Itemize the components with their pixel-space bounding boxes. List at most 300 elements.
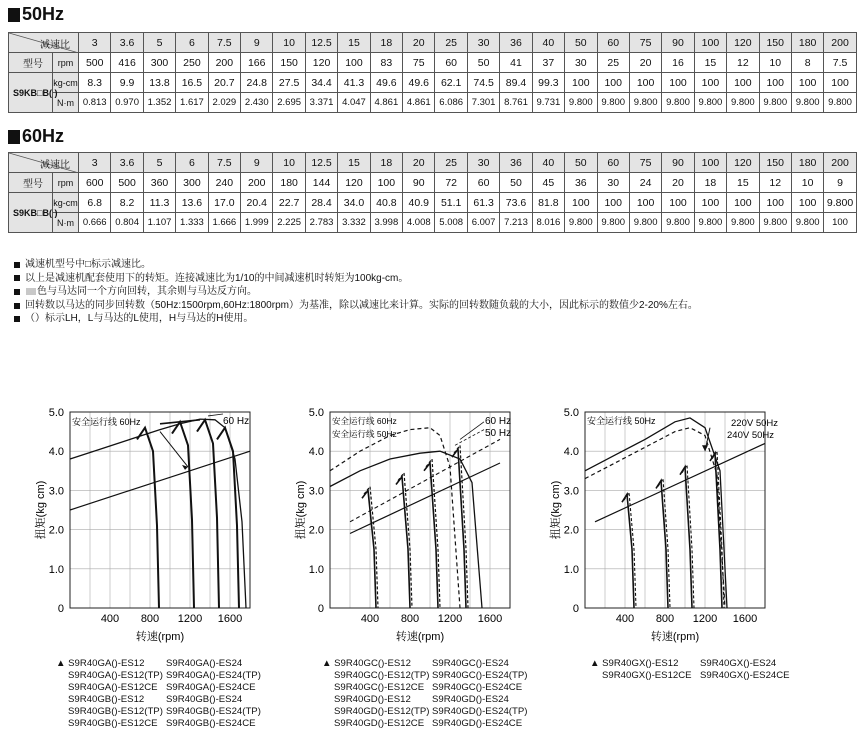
torque-cell: 100 [694, 73, 726, 93]
ratio-cell: 40 [532, 33, 564, 53]
y-tick-label: 0 [57, 603, 64, 615]
nm-cell: 4.008 [403, 213, 435, 233]
nm-cell: 9.800 [597, 213, 629, 233]
nm-cell: 1.999 [241, 213, 273, 233]
y-tick-label: 5.0 [563, 407, 579, 419]
torque-curve [656, 481, 668, 608]
section-title-text: 60Hz [22, 126, 65, 146]
ratio-cell: 36 [500, 153, 532, 173]
torque-curve [172, 422, 194, 608]
torque-chart-gc-gd [290, 400, 540, 650]
ratio-cell: 150 [759, 153, 791, 173]
nm-cell: 4.861 [403, 93, 435, 113]
torque-curve [217, 428, 239, 608]
corner-label-ratio: 减速比 [40, 160, 70, 171]
nm-cell: 9.800 [791, 93, 823, 113]
torque-cell: 99.3 [532, 73, 564, 93]
torque-curve-dashed [658, 479, 670, 608]
torque-cell: 89.4 [500, 73, 532, 93]
legend-row [322, 658, 527, 670]
rpm-cell: 500 [111, 173, 143, 193]
nm-cell: 2.029 [208, 93, 240, 113]
torque-cell: 40.8 [370, 193, 402, 213]
legend-row [322, 694, 527, 706]
legend-gc-gd [322, 658, 527, 730]
torque-cell: 20.7 [208, 73, 240, 93]
legend-row [56, 694, 261, 706]
legend-entry: S9R40GD()-ES12CE [334, 718, 425, 729]
ratio-cell: 20 [403, 33, 435, 53]
nm-cell: 6.007 [467, 213, 499, 233]
torque-cell: 13.8 [143, 73, 175, 93]
rpm-cell: 9 [824, 173, 856, 193]
rpm-cell: 24 [629, 173, 661, 193]
legend-entry: S9R40GC()-ES24CE [432, 682, 523, 693]
x-tick-label: 800 [400, 613, 420, 625]
series-name-label: 220V 50Hz [731, 418, 779, 429]
annotation-label: 安全运行线 60Hz [72, 417, 141, 427]
ratio-cell: 5 [143, 153, 175, 173]
ratio-cell: 25 [435, 153, 467, 173]
torque-cell: 40.9 [403, 193, 435, 213]
legend-row [56, 706, 261, 718]
ratio-cell: 100 [694, 153, 726, 173]
legend-entry: S9R40GD()-ES24 [432, 694, 509, 705]
square-bullet-icon [8, 130, 20, 144]
nm-cell: 100 [824, 213, 856, 233]
nm-cell: 3.371 [305, 93, 337, 113]
section-title-60hz [8, 126, 64, 147]
legend-entry: S9R40GA()-ES24(TP) [166, 670, 261, 681]
y-tick-label: 4.0 [563, 446, 579, 459]
y-axis-label: 扭矩(kg cm) [550, 480, 562, 540]
ratio-cell: 30 [467, 33, 499, 53]
direction-arrow [160, 432, 188, 467]
nm-row [9, 213, 857, 233]
rpm-cell: 20 [629, 53, 661, 73]
rpm-cell: 16 [662, 53, 694, 73]
nm-cell: 9.800 [662, 93, 694, 113]
square-bullet-icon [8, 8, 20, 22]
x-tick-label: 1600 [477, 613, 503, 625]
torque-cell: 8.2 [111, 193, 143, 213]
nm-cell: 9.800 [727, 93, 759, 113]
ratio-cell: 60 [597, 33, 629, 53]
torque-row [9, 193, 857, 213]
rpm-cell: 416 [111, 53, 143, 73]
safe-operation-line [595, 443, 765, 521]
ratio-cell: 3 [79, 153, 111, 173]
ratio-cell: 120 [727, 33, 759, 53]
torque-curve [197, 420, 219, 608]
leader-line [460, 422, 484, 440]
legend-row [56, 682, 261, 694]
legend-entry: S9R40GC()-ES24 [432, 658, 509, 669]
nm-cell: 1.666 [208, 213, 240, 233]
torque-cell: 74.5 [467, 73, 499, 93]
rpm-cell: 100 [338, 53, 370, 73]
nm-cell: 9.800 [597, 93, 629, 113]
torque-cell: 11.3 [143, 193, 175, 213]
rpm-cell: 144 [305, 173, 337, 193]
nm-cell: 0.804 [111, 213, 143, 233]
nm-cell: 9.800 [727, 213, 759, 233]
torque-cell: 81.8 [532, 193, 564, 213]
torque-cell: 51.1 [435, 193, 467, 213]
rpm-cell: 20 [662, 173, 694, 193]
nm-cell: 9.800 [791, 213, 823, 233]
torque-cell: 100 [629, 193, 661, 213]
rpm-cell: 120 [305, 53, 337, 73]
torque-row [9, 73, 857, 93]
y-tick-label: 1.0 [308, 563, 324, 576]
rpm-cell: 18 [694, 173, 726, 193]
square-bullet-icon [14, 316, 20, 322]
legend-entry: S9R40GB()-ES12CE [68, 718, 158, 729]
y-tick-label: 0 [572, 603, 579, 615]
series-name-label: 240V 50Hz [727, 430, 775, 441]
torque-cell: 8.3 [79, 73, 111, 93]
rpm-cell: 150 [273, 53, 305, 73]
rpm-cell: 360 [143, 173, 175, 193]
nm-cell: 3.998 [370, 213, 402, 233]
ratio-cell: 10 [273, 153, 305, 173]
ratio-cell: 50 [565, 33, 597, 53]
ratio-cell: 120 [727, 153, 759, 173]
legend-entry: S9R40GX()-ES12CE [602, 670, 692, 681]
ratio-row [9, 153, 857, 173]
ratio-cell: 90 [662, 153, 694, 173]
note-item: 回转数以马达的同步回转数（50Hz:1500rpm,60Hz:1800rpm）为基准，除以减速比来计算。实际的回转数随负载的大小，因此标示的数值少2-20%左右。 [14, 299, 698, 313]
torque-cell: 100 [791, 193, 823, 213]
rpm-cell: 7.5 [824, 53, 856, 73]
series-line-240v [585, 428, 725, 608]
torque-cell: 27.5 [273, 73, 305, 93]
ratio-cell: 75 [629, 153, 661, 173]
y-tick-label: 2.0 [48, 524, 64, 537]
rpm-cell: 166 [241, 53, 273, 73]
legend-row [322, 682, 527, 694]
legend-ga-gb [56, 658, 261, 730]
ratio-cell: 50 [565, 153, 597, 173]
torque-curve [680, 467, 692, 608]
nm-cell: 9.800 [629, 213, 661, 233]
annotation-label: 安全运行线 50Hz [332, 429, 397, 439]
rpm-cell: 500 [79, 53, 111, 73]
nm-cell: 2.695 [273, 93, 305, 113]
header-corner-cell [9, 33, 79, 53]
legend-entry: S9R40GC()-ES12(TP) [334, 670, 430, 681]
ratio-cell: 10 [273, 33, 305, 53]
legend-row [56, 670, 261, 682]
y-tick-label: 0 [317, 603, 324, 615]
legend-entry: S9R40GC()-ES12CE [334, 682, 425, 693]
rpm-cell: 250 [176, 53, 208, 73]
x-tick-label: 400 [100, 613, 120, 625]
y-tick-label: 2.0 [563, 524, 579, 537]
nm-cell: 4.861 [370, 93, 402, 113]
torque-cell: 100 [597, 193, 629, 213]
safe-operation-line [70, 451, 250, 510]
rpm-cell: 41 [500, 53, 532, 73]
legend-row [322, 670, 527, 682]
torque-cell: 62.1 [435, 73, 467, 93]
plot-frame [330, 412, 510, 608]
torque-chart-gx [545, 400, 795, 650]
torque-curve [362, 490, 376, 608]
notes-list [14, 258, 698, 326]
ratio-cell: 7.5 [208, 33, 240, 53]
rpm-cell: 83 [370, 53, 402, 73]
rpm-cell: 75 [403, 53, 435, 73]
torque-cell: 28.4 [305, 193, 337, 213]
ratio-cell: 36 [500, 33, 532, 53]
x-tick-label: 1600 [732, 613, 758, 625]
legend-entry: S9R40GA()-ES24 [166, 658, 243, 669]
nm-row [9, 93, 857, 113]
ratio-cell: 200 [824, 153, 856, 173]
corner-label-model: 型号 [9, 53, 53, 73]
torque-curve [396, 477, 410, 608]
torque-cell: 100 [565, 193, 597, 213]
nm-cell: 1.107 [143, 213, 175, 233]
x-tick-label: 800 [140, 613, 160, 625]
ratio-cell: 90 [662, 33, 694, 53]
rpm-cell: 36 [565, 173, 597, 193]
y-tick-label: 4.0 [308, 446, 324, 459]
model-cell: S9KB□B( ) [9, 193, 53, 233]
torque-cell: 34.4 [305, 73, 337, 93]
legend-row [322, 706, 527, 718]
rpm-cell: 12 [727, 53, 759, 73]
ratio-cell: 200 [824, 33, 856, 53]
nm-cell: 2.430 [241, 93, 273, 113]
series-name-label: 60 Hz [223, 416, 250, 427]
torque-cell: 9.9 [111, 73, 143, 93]
nm-cell: 9.800 [662, 213, 694, 233]
section-title-50hz [8, 4, 64, 25]
torque-chart-ga-gb [30, 400, 280, 650]
ratio-cell: 12.5 [305, 33, 337, 53]
corner-label-model: 型号 [9, 173, 53, 193]
y-tick-label: 1.0 [563, 563, 579, 576]
annotation-label: 安全运行线 60Hz [332, 416, 397, 426]
legend-entry: S9R40GB()-ES24 [166, 694, 243, 705]
nm-cell: 9.800 [824, 93, 856, 113]
torque-cell: 34.0 [338, 193, 370, 213]
legend-entry: ▲ S9R40GC()-ES12 [322, 658, 411, 669]
torque-cell: 100 [662, 193, 694, 213]
ratio-cell: 60 [597, 153, 629, 173]
unit-cell: N·m [53, 93, 79, 113]
legend-row [590, 658, 790, 670]
x-axis-label: 转速(rpm) [650, 631, 700, 643]
nm-cell: 9.800 [694, 213, 726, 233]
ratio-cell: 3.6 [111, 153, 143, 173]
rpm-cell: 300 [176, 173, 208, 193]
y-tick-label: 1.0 [48, 563, 64, 576]
rpm-cell: 30 [565, 53, 597, 73]
nm-cell: 9.800 [694, 93, 726, 113]
ratio-cell: 7.5 [208, 153, 240, 173]
ratio-cell: 6 [176, 153, 208, 173]
unit-cell: N·m [53, 213, 79, 233]
torque-cell: 9.800 [824, 193, 856, 213]
y-tick-label: 2.0 [308, 524, 324, 537]
legend-entry: ▲ S9R40GA()-ES12 [56, 658, 145, 669]
torque-cell: 6.8 [79, 193, 111, 213]
nm-cell: 6.086 [435, 93, 467, 113]
square-bullet-icon [14, 275, 20, 281]
rpm-cell: 90 [403, 173, 435, 193]
legend-entry: S9R40GB()-ES12(TP) [68, 706, 163, 717]
x-tick-label: 400 [615, 613, 635, 625]
rpm-cell: 180 [273, 173, 305, 193]
torque-cell: 61.3 [467, 193, 499, 213]
torque-cell: 100 [727, 73, 759, 93]
corner-label-ratio: 减速比 [40, 40, 70, 51]
nm-cell: 0.666 [79, 213, 111, 233]
legend-entry: S9R40GX()-ES24 [700, 658, 777, 669]
nm-cell: 9.800 [565, 213, 597, 233]
ratio-row [9, 33, 857, 53]
rpm-cell: 10 [791, 173, 823, 193]
legend-entry: S9R40GD()-ES24CE [432, 718, 523, 729]
rpm-cell: 50 [467, 53, 499, 73]
series-name-label: 50 Hz [485, 428, 512, 439]
y-axis-label: 扭矩(kg cm) [35, 480, 47, 540]
legend-entry: S9R40GA()-ES12(TP) [68, 670, 163, 681]
nm-cell: 3.332 [338, 213, 370, 233]
ratio-cell: 75 [629, 33, 661, 53]
legend-entry: S9R40GB()-ES24CE [166, 718, 256, 729]
legend-entry: S9R40GA()-ES24CE [166, 682, 256, 693]
torque-cell: 100 [565, 73, 597, 93]
rpm-cell: 600 [79, 173, 111, 193]
x-tick-label: 1200 [177, 613, 203, 625]
ratio-cell: 100 [694, 33, 726, 53]
nm-cell: 1.352 [143, 93, 175, 113]
ratio-cell: 9 [241, 153, 273, 173]
legend-entry: S9R40GC()-ES24(TP) [432, 670, 528, 681]
note-item: 以上是减速机配套使用下的转矩。连接减速比为1/10的中间减速机时转矩为100kg-cm。 [14, 272, 698, 286]
torque-cell: 100 [824, 73, 856, 93]
y-tick-label: 3.0 [563, 485, 579, 498]
y-tick-label: 4.0 [48, 446, 64, 459]
nm-cell: 7.301 [467, 93, 499, 113]
y-axis-label: 扭矩(kg cm) [295, 480, 307, 540]
x-tick-label: 1200 [437, 613, 463, 625]
rpm-cell: 15 [727, 173, 759, 193]
legend-row [590, 670, 790, 682]
ratio-cell: 5 [143, 33, 175, 53]
ratio-cell: 150 [759, 33, 791, 53]
torque-cell: 100 [759, 193, 791, 213]
nm-cell: 9.800 [565, 93, 597, 113]
unit-cell: rpm [53, 173, 79, 193]
torque-cell: 100 [759, 73, 791, 93]
nm-cell: 2.783 [305, 213, 337, 233]
torque-cell: 73.6 [500, 193, 532, 213]
torque-cell: 100 [597, 73, 629, 93]
nm-cell: 5.008 [435, 213, 467, 233]
nm-cell: 1.617 [176, 93, 208, 113]
rpm-cell: 120 [338, 173, 370, 193]
nm-cell: 2.225 [273, 213, 305, 233]
ratio-cell: 18 [370, 33, 402, 53]
x-axis-label: 转速(rpm) [395, 631, 445, 643]
ratio-cell: 12.5 [305, 153, 337, 173]
note-item: （）标示LH，L与马达的L使用，H与马达的H使用。 [14, 312, 698, 326]
legend-entry: S9R40GA()-ES12CE [68, 682, 158, 693]
legend-entry: ▲ S9R40GX()-ES12 [590, 658, 679, 669]
x-tick-label: 800 [655, 613, 675, 625]
rpm-cell: 240 [208, 173, 240, 193]
unit-cell: rpm [53, 53, 79, 73]
ratio-cell: 20 [403, 153, 435, 173]
legend-row [56, 658, 261, 670]
ratio-cell: 180 [791, 153, 823, 173]
legend-gx [590, 658, 790, 682]
rpm-cell: 37 [532, 53, 564, 73]
torque-cell: 41.3 [338, 73, 370, 93]
ratio-cell: 15 [338, 153, 370, 173]
torque-curve [137, 428, 159, 608]
model-cell: S9KB□B( ) [9, 73, 53, 113]
ratio-cell: 3.6 [111, 33, 143, 53]
unit-cell: kg-cm [53, 73, 79, 93]
ratio-cell: 40 [532, 153, 564, 173]
spec-table-60hz [8, 152, 857, 233]
rpm-cell: 60 [467, 173, 499, 193]
rpm-row [9, 53, 857, 73]
y-tick-label: 5.0 [308, 407, 324, 419]
torque-curve-dashed [682, 465, 694, 608]
nm-cell: 9.800 [629, 93, 661, 113]
rpm-cell: 50 [500, 173, 532, 193]
legend-entry: S9R40GX()-ES24CE [700, 670, 790, 681]
torque-cell: 17.0 [208, 193, 240, 213]
ratio-cell: 180 [791, 33, 823, 53]
plot-frame [70, 412, 250, 608]
legend-entry: S9R40GD()-ES12 [334, 694, 411, 705]
rpm-cell: 25 [597, 53, 629, 73]
torque-cell: 24.8 [241, 73, 273, 93]
torque-cell: 100 [694, 193, 726, 213]
legend-entry: S9R40GB()-ES24(TP) [166, 706, 261, 717]
torque-curve [622, 494, 634, 608]
square-bullet-icon [14, 289, 20, 295]
highlight-swatch-icon [26, 288, 36, 295]
square-bullet-icon [14, 303, 20, 309]
nm-cell: 7.213 [500, 213, 532, 233]
section-title-text: 50Hz [22, 4, 65, 24]
x-tick-label: 1200 [692, 613, 718, 625]
square-bullet-icon [14, 262, 20, 268]
torque-cell: 49.6 [370, 73, 402, 93]
unit-cell: kg-cm [53, 193, 79, 213]
torque-cell: 100 [791, 73, 823, 93]
x-axis-label: 转速(rpm) [135, 631, 185, 643]
torque-cell: 49.6 [403, 73, 435, 93]
torque-cell: 100 [662, 73, 694, 93]
nm-cell: 1.333 [176, 213, 208, 233]
nm-cell: 9.800 [759, 213, 791, 233]
rpm-cell: 300 [143, 53, 175, 73]
series-name-label: 60 Hz [485, 416, 512, 427]
x-tick-label: 1600 [217, 613, 243, 625]
ratio-cell: 9 [241, 33, 273, 53]
